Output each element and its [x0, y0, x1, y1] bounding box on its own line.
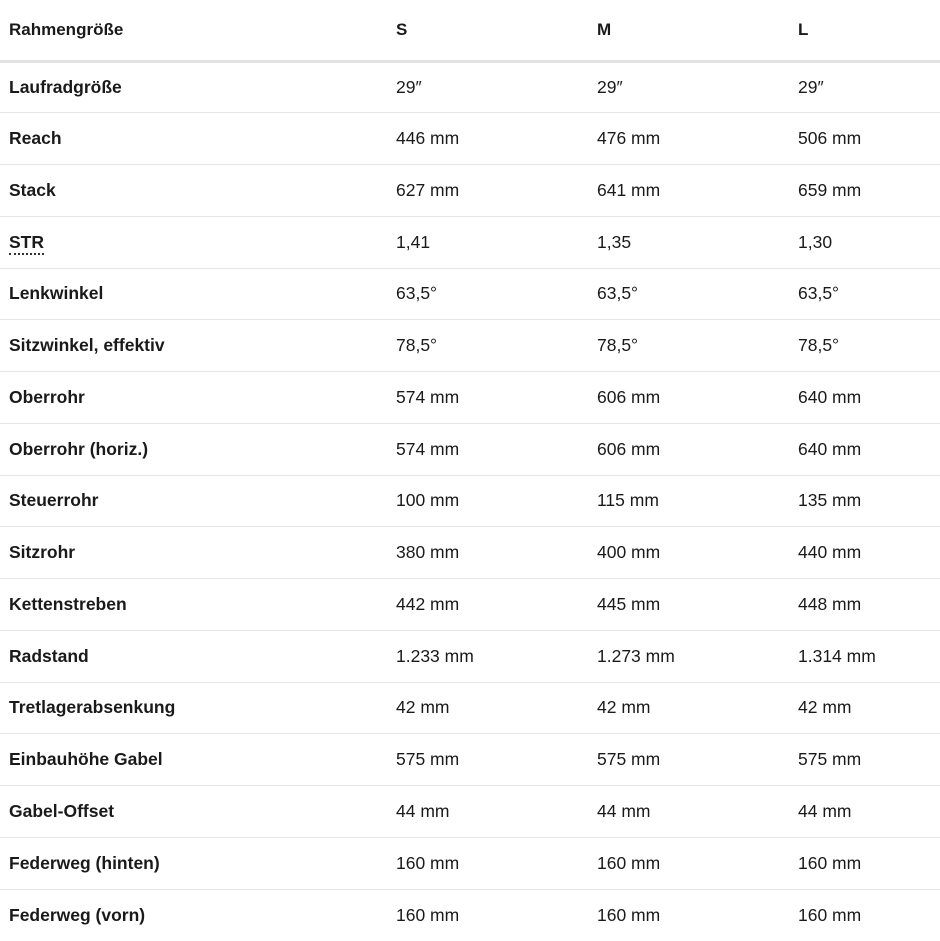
- value-size-m: 606 mm: [597, 438, 661, 459]
- value-size-s: 627 mm: [396, 179, 460, 200]
- row-label: Radstand: [9, 645, 89, 666]
- value-size-l: 575 mm: [798, 749, 862, 770]
- row-label: Einbauhöhe Gabel: [9, 749, 163, 770]
- value-size-m: 44 mm: [597, 800, 651, 821]
- value-size-s: 575 mm: [396, 749, 460, 770]
- value-size-s: 29″: [396, 76, 422, 97]
- value-size-l: 160 mm: [798, 852, 862, 873]
- value-size-m: 445 mm: [597, 593, 661, 614]
- value-size-l: 659 mm: [798, 179, 862, 200]
- value-size-l: 135 mm: [798, 490, 862, 511]
- row-label: Federweg (hinten): [9, 852, 160, 873]
- table-row: [0, 61, 940, 113]
- value-size-s: 380 mm: [396, 542, 460, 563]
- value-size-l: 29″: [798, 76, 824, 97]
- value-size-m: 1.273 mm: [597, 645, 675, 666]
- table-row: [0, 786, 940, 838]
- value-size-s: 44 mm: [396, 800, 450, 821]
- value-size-l: 42 mm: [798, 697, 852, 718]
- row-label: Federweg (vorn): [9, 904, 146, 925]
- header-frame-size: Rahmengröße: [9, 19, 124, 39]
- value-size-s: 446 mm: [396, 128, 460, 149]
- value-size-s: 78,5°: [396, 335, 438, 356]
- row-label: [0, 216, 387, 268]
- value-size-m: 641 mm: [597, 179, 661, 200]
- table-row: [0, 527, 940, 579]
- row-label: Oberrohr: [9, 386, 85, 407]
- value-size-l: 44 mm: [798, 800, 852, 821]
- value-size-s: 442 mm: [396, 593, 460, 614]
- value-size-s: 1,41: [396, 231, 431, 252]
- value-size-l: 1,30: [798, 231, 833, 252]
- value-size-s: 574 mm: [396, 386, 460, 407]
- value-size-s: 160 mm: [396, 852, 460, 873]
- table-row: [0, 837, 940, 889]
- value-size-m: 78,5°: [597, 335, 639, 356]
- row-label: Tretlagerabsenkung: [9, 697, 176, 718]
- geometry-table-header: [0, 0, 940, 61]
- geometry-table-body: [0, 61, 940, 941]
- row-label: Oberrohr (horiz.): [9, 438, 149, 459]
- value-size-s: 42 mm: [396, 697, 450, 718]
- table-row: [0, 734, 940, 786]
- header-size-l: L: [798, 19, 809, 39]
- row-label: Reach: [9, 128, 62, 149]
- table-row: [0, 372, 940, 424]
- table-row: [0, 216, 940, 268]
- value-size-m: 160 mm: [597, 904, 661, 925]
- value-size-s: 574 mm: [396, 438, 460, 459]
- table-row: [0, 165, 940, 217]
- value-size-m: 42 mm: [597, 697, 651, 718]
- table-row: [0, 579, 940, 631]
- table-row: [0, 475, 940, 527]
- value-size-l: 440 mm: [798, 542, 862, 563]
- value-size-l: 78,5°: [798, 335, 840, 356]
- abbreviation-tooltip-trigger[interactable]: STR: [9, 232, 44, 255]
- value-size-s: 100 mm: [396, 490, 460, 511]
- row-label: Lenkwinkel: [9, 283, 104, 304]
- value-size-m: 63,5°: [597, 283, 639, 304]
- table-row: [0, 682, 940, 734]
- table-row: [0, 320, 940, 372]
- row-label: Kettenstreben: [9, 593, 127, 614]
- header-size-s: S: [396, 19, 408, 39]
- value-size-m: 1,35: [597, 231, 632, 252]
- table-row: [0, 113, 940, 165]
- value-size-m: 606 mm: [597, 386, 661, 407]
- row-label: Steuerrohr: [9, 490, 99, 511]
- value-size-l: 160 mm: [798, 904, 862, 925]
- value-size-l: 1.314 mm: [798, 645, 876, 666]
- value-size-m: 160 mm: [597, 852, 661, 873]
- value-size-l: 640 mm: [798, 438, 862, 459]
- row-label: Stack: [9, 179, 56, 200]
- value-size-s: 1.233 mm: [396, 645, 474, 666]
- value-size-s: 63,5°: [396, 283, 438, 304]
- header-size-m: M: [597, 19, 612, 39]
- row-label: Sitzwinkel, effektiv: [9, 335, 165, 356]
- value-size-m: 115 mm: [597, 490, 659, 511]
- value-size-s: 160 mm: [396, 904, 460, 925]
- row-label: Sitzrohr: [9, 542, 76, 563]
- table-row: [0, 889, 940, 941]
- value-size-l: 640 mm: [798, 386, 862, 407]
- value-size-m: 575 mm: [597, 749, 661, 770]
- table-row: [0, 268, 940, 320]
- value-size-l: 63,5°: [798, 283, 840, 304]
- value-size-l: 448 mm: [798, 593, 862, 614]
- table-row: [0, 423, 940, 475]
- value-size-m: 29″: [597, 76, 623, 97]
- header-row: [0, 0, 940, 61]
- value-size-m: 400 mm: [597, 542, 661, 563]
- table-row: [0, 630, 940, 682]
- value-size-l: 506 mm: [798, 128, 862, 149]
- row-label: Gabel-Offset: [9, 800, 115, 821]
- row-label: Laufradgröße: [9, 76, 122, 97]
- value-size-m: 476 mm: [597, 128, 661, 149]
